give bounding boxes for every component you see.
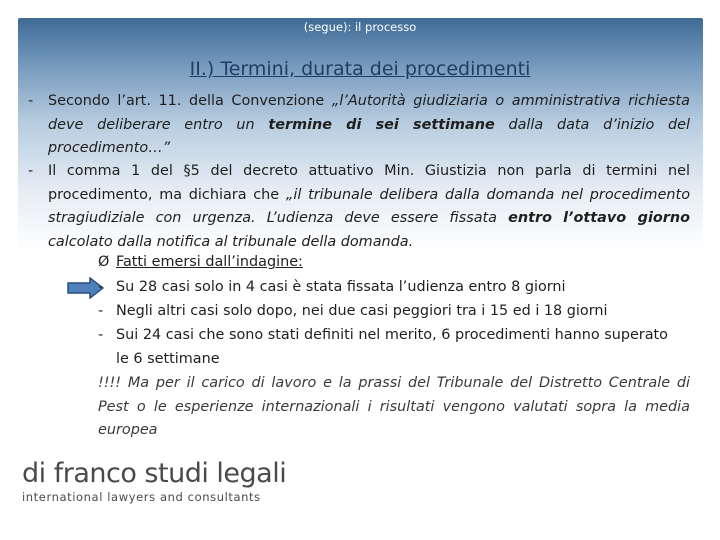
paragraph-decree xyxy=(28,160,690,254)
para2-quote: „il tribunale delibera dalla domanda nel procedimento stragiudiziale con urgenza. L’udienza deve essere fissata xyxy=(48,186,690,226)
para2-entro: entro xyxy=(508,210,552,226)
para1-quote: „l’Autorità giudiziaria o amministrativa richiesta deve deliberare entro un xyxy=(48,93,690,133)
bullet-dash: - xyxy=(98,303,104,319)
arrowhead-bullet-icon: Ø xyxy=(98,254,110,270)
para2-quote-end: calcolato dalla notifica al tribunale della domanda. xyxy=(48,233,414,250)
list-item-continuation: le 6 settimane xyxy=(116,350,220,367)
logo-tagline: international lawyers and consultants xyxy=(22,490,261,504)
para2-text-1: Il comma 1 del §5 del decreto attuativo Min. Giustizia non parla di termini nel procedimento, ma dichiara che xyxy=(48,163,690,203)
para1-quote-end: dalla data d’inizio del procedimento…” xyxy=(48,116,691,156)
logo-wordmark: di franco studi legali xyxy=(22,458,287,489)
bullet-dash: - xyxy=(28,93,34,109)
paragraph-convention xyxy=(28,90,691,161)
list-item xyxy=(98,276,698,300)
list-item-text: Negli altri casi solo dopo, nei due casi peggiori tra i 15 ed i 18 giorni xyxy=(116,303,608,319)
list-item-text: Su 28 casi solo in 4 casi è stata fissata l’udienza entro 8 giorni xyxy=(116,279,566,295)
list-item-text: Sui 24 casi che sono stati definiti nel merito, 6 procedimenti hanno superato xyxy=(116,327,668,343)
findings-heading-text: Fatti emersi dall’indagine: xyxy=(116,254,303,270)
bullet-dash: - xyxy=(98,279,104,295)
list-item xyxy=(98,324,698,371)
company-logo xyxy=(22,458,287,508)
para2-eighth-day: l’ottavo giorno xyxy=(563,210,690,226)
para2-space xyxy=(552,210,563,226)
bullet-dash: - xyxy=(28,163,34,179)
findings-heading xyxy=(98,251,698,275)
slide-subtitle: (segue): il processo xyxy=(303,20,417,34)
slide-title: II.) Termini, durata dei procedimenti xyxy=(189,58,531,80)
para1-termine: termine xyxy=(268,116,333,133)
bullet-dash: - xyxy=(98,327,104,343)
para1-six-weeks: di sei settimane xyxy=(332,116,495,133)
para1-text-1: Secondo l’art. 11. della Convenzione xyxy=(48,93,332,109)
list-item xyxy=(98,300,698,324)
closing-note: !!!! Ma per il carico di lavoro e la prassi del Tribunale del Distretto Centrale di Pest o le esperienze internazionali i risultati vengono valutati sopra la media europea xyxy=(98,375,690,438)
